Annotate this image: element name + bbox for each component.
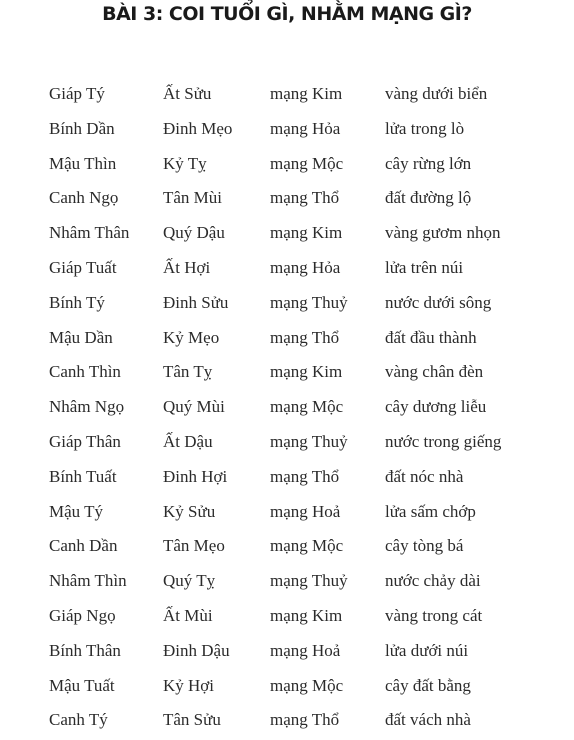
year-stem-cell: Mậu Dần: [49, 327, 113, 347]
description-cell: đất nóc nhà: [385, 466, 464, 486]
description-cell: cây dương liễu: [385, 397, 487, 417]
table-row: [0, 462, 574, 497]
pair-year-cell: Tân Sửu: [163, 710, 221, 730]
pair-year-cell: Đinh Mẹo: [163, 118, 233, 138]
pair-year-cell: Tân Tỵ: [163, 362, 213, 382]
table-row: [0, 79, 574, 114]
pair-year-cell: Kỷ Mẹo: [163, 327, 220, 347]
description-cell: đất đầu thành: [385, 327, 477, 347]
pair-year-cell: Tân Mẹo: [163, 536, 225, 556]
description-cell: cây tòng bá: [385, 536, 464, 556]
year-stem-cell: Canh Dần: [49, 536, 118, 556]
description-cell: vàng dưới biển: [385, 84, 488, 103]
year-stem-cell: Bính Tý: [49, 292, 105, 312]
description-cell: đất đường lộ: [385, 188, 472, 208]
pair-year-cell: Ất Hợi: [163, 257, 211, 277]
description-cell: cây đất bằng: [385, 675, 471, 695]
destiny-table: [0, 79, 574, 740]
table-row: [0, 636, 574, 671]
description-cell: vàng gươm nhọn: [385, 223, 501, 243]
description-cell: nước chảy dài: [385, 571, 481, 591]
description-cell: vàng chân đèn: [385, 362, 484, 382]
table-row: [0, 531, 574, 566]
element-cell: mạng Mộc: [270, 397, 344, 417]
year-stem-cell: Bính Tuất: [49, 466, 117, 486]
element-cell: mạng Hỏa: [270, 118, 341, 138]
table-row: [0, 601, 574, 636]
table-row: [0, 497, 574, 532]
year-stem-cell: Nhâm Thân: [49, 223, 130, 243]
pair-year-cell: Kỷ Tỵ: [163, 153, 207, 173]
element-cell: mạng Thổ: [270, 188, 340, 208]
description-cell: nước trong giếng: [385, 431, 502, 451]
pair-year-cell: Ất Dậu: [163, 431, 213, 451]
pair-year-cell: Kỷ Sửu: [163, 501, 216, 521]
pair-year-cell: Quý Dậu: [163, 223, 225, 243]
element-cell: mạng Kim: [270, 605, 343, 625]
pair-year-cell: Quý Mùi: [163, 397, 225, 417]
element-cell: mạng Kim: [270, 84, 343, 103]
element-cell: mạng Mộc: [270, 153, 344, 173]
table-row: [0, 218, 574, 253]
year-stem-cell: Canh Tý: [49, 710, 108, 730]
pair-year-cell: Quý Tỵ: [163, 571, 216, 591]
pair-year-cell: Đinh Sửu: [163, 292, 229, 312]
year-stem-cell: Mậu Tý: [49, 501, 103, 521]
year-stem-cell: Canh Thìn: [49, 362, 121, 382]
year-stem-cell: Giáp Ngọ: [49, 605, 116, 625]
pair-year-cell: Ất Sửu: [163, 84, 212, 103]
year-stem-cell: Nhâm Ngọ: [49, 397, 125, 417]
year-stem-cell: Bính Thân: [49, 640, 121, 660]
element-cell: mạng Mộc: [270, 536, 344, 556]
description-cell: vàng trong cát: [385, 605, 483, 625]
table-row: [0, 427, 574, 462]
year-stem-cell: Mậu Thìn: [49, 153, 117, 173]
table-row: [0, 114, 574, 149]
element-cell: mạng Hoả: [270, 501, 341, 521]
pair-year-cell: Tân Mùi: [163, 188, 223, 208]
element-cell: mạng Kim: [270, 223, 343, 243]
pair-year-cell: Đinh Hợi: [163, 466, 228, 486]
table-row: [0, 323, 574, 358]
element-cell: mạng Hoả: [270, 640, 341, 660]
description-cell: lửa trên núi: [385, 257, 464, 277]
table-row: [0, 357, 574, 392]
element-cell: mạng Thuỷ: [270, 571, 348, 591]
element-cell: mạng Thuỷ: [270, 431, 348, 451]
description-cell: lửa dưới núi: [385, 640, 469, 660]
pair-year-cell: Kỷ Hợi: [163, 675, 215, 695]
pair-year-cell: Đinh Dậu: [163, 640, 230, 660]
year-stem-cell: Giáp Thân: [49, 431, 121, 451]
element-cell: mạng Thổ: [270, 710, 340, 730]
element-cell: mạng Thổ: [270, 327, 340, 347]
element-cell: mạng Mộc: [270, 675, 344, 695]
element-cell: mạng Thổ: [270, 466, 340, 486]
table-row: [0, 253, 574, 288]
year-stem-cell: Giáp Tuất: [49, 257, 117, 277]
year-stem-cell: Mậu Tuất: [49, 675, 115, 695]
pair-year-cell: Ất Mùi: [163, 605, 213, 625]
table-row: [0, 288, 574, 323]
table-row: [0, 671, 574, 706]
element-cell: mạng Hỏa: [270, 257, 341, 277]
element-cell: mạng Thuỷ: [270, 292, 348, 312]
table-row: [0, 392, 574, 427]
page-title: BÀI 3: COI TUỔI GÌ, NHẰM MẠNG GÌ?: [102, 3, 472, 25]
year-stem-cell: Nhâm Thìn: [49, 571, 127, 591]
table-row: [0, 183, 574, 218]
table-row: [0, 149, 574, 184]
description-cell: lửa sấm chớp: [385, 501, 476, 521]
description-cell: đất vách nhà: [385, 710, 471, 730]
description-cell: nước dưới sông: [385, 292, 492, 312]
description-cell: cây rừng lớn: [385, 153, 472, 173]
year-stem-cell: Canh Ngọ: [49, 188, 119, 208]
year-stem-cell: Bính Dần: [49, 118, 115, 138]
year-stem-cell: Giáp Tý: [49, 84, 105, 103]
table-row: [0, 566, 574, 601]
description-cell: lửa trong lò: [385, 118, 465, 138]
element-cell: mạng Kim: [270, 362, 343, 382]
